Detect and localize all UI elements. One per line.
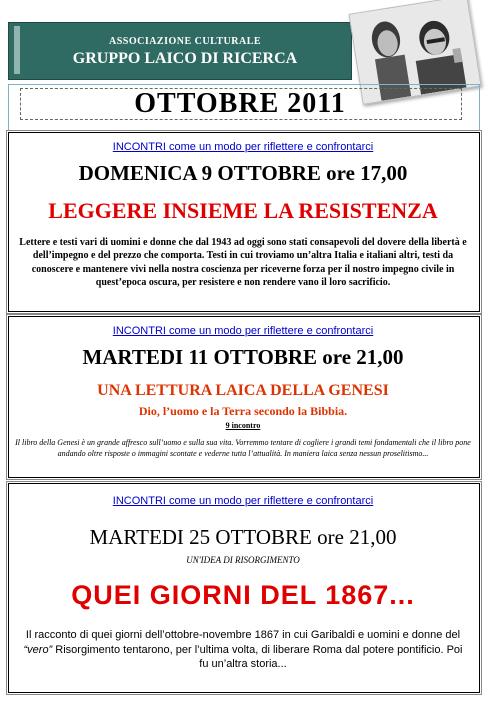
page-title: OTTOBRE 2011 [134, 88, 346, 119]
group-name: GRUPPO LAICO DI RICERCA [72, 50, 298, 67]
event-2-description: Il libro della Genesi è un grande affresco sull’uomo e sulla sua vita. Vorremmo tentare di cogliere i grandi temi fondamentali che il libro pone andando oltre risposte o immagini scontate e vederne tutta l’attualità. In maniera laica senza nessun proselitismo... [15, 438, 471, 458]
event-3-description-start: Il racconto di quei giorni dell’ottobre-novembre 1867 in cui Garibaldi e uomini e donne del [25, 629, 461, 641]
event-3-description [20, 628, 466, 672]
event-1-date: DOMENICA 9 OTTOBRE ore 17,00 [78, 161, 408, 185]
event-2-date: MARTEDI 11 OTTOBRE ore 21,00 [82, 345, 404, 369]
event-2-subheadline: Dio, l’uomo e la Terra secondo la Bibbia. [138, 404, 348, 418]
event-3-kicker: UN'IDEA DI RISORGIMENTO [186, 555, 300, 565]
event-1-description: Lettere e testi vari di uomini e donne che dal 1943 ad oggi sono stati consapevoli del dovere della libertà e dell’impegno e del prezzo che comporta. Testi in cui troviamo un’altra Italia e italiani altri, testi da conoscere e mantenere vivi nella nostra coscienza per riceverne forza per il nostro impegno civile in quest’epoca oscura, per resistere e non rendere vano il loro sacrificio. [19, 237, 467, 288]
event-3-description-emphasis: “vero” [23, 643, 53, 656]
event-3-tagline-link[interactable]: INCONTRI come un modo per riflettere e confrontarci [112, 495, 374, 507]
event-2-tagline-link[interactable]: INCONTRI come un modo per riflettere e confrontarci [112, 325, 374, 337]
event-3-description-end: Risorgimento tentarono, per l’ultima volta, di liberare Roma dal potere pontificio. Poi fu un’altra storia... [52, 643, 463, 670]
event-3-date: MARTEDI 25 OTTOBRE ore 21,00 [89, 525, 397, 549]
association-label: ASSOCIAZIONE CULTURALE [108, 36, 262, 47]
event-2-meeting-number: 9 incontro [225, 421, 261, 430]
event-1-tagline-link[interactable]: INCONTRI come un modo per riflettere e confrontarci [112, 141, 374, 153]
event-3-headline: QUEI GIORNI DEL 1867... [71, 580, 415, 610]
event-1-headline: LEGGERE INSIEME LA RESISTENZA [48, 198, 438, 223]
event-2-headline: UNA LETTURA LAICA DELLA GENESI [97, 382, 389, 399]
